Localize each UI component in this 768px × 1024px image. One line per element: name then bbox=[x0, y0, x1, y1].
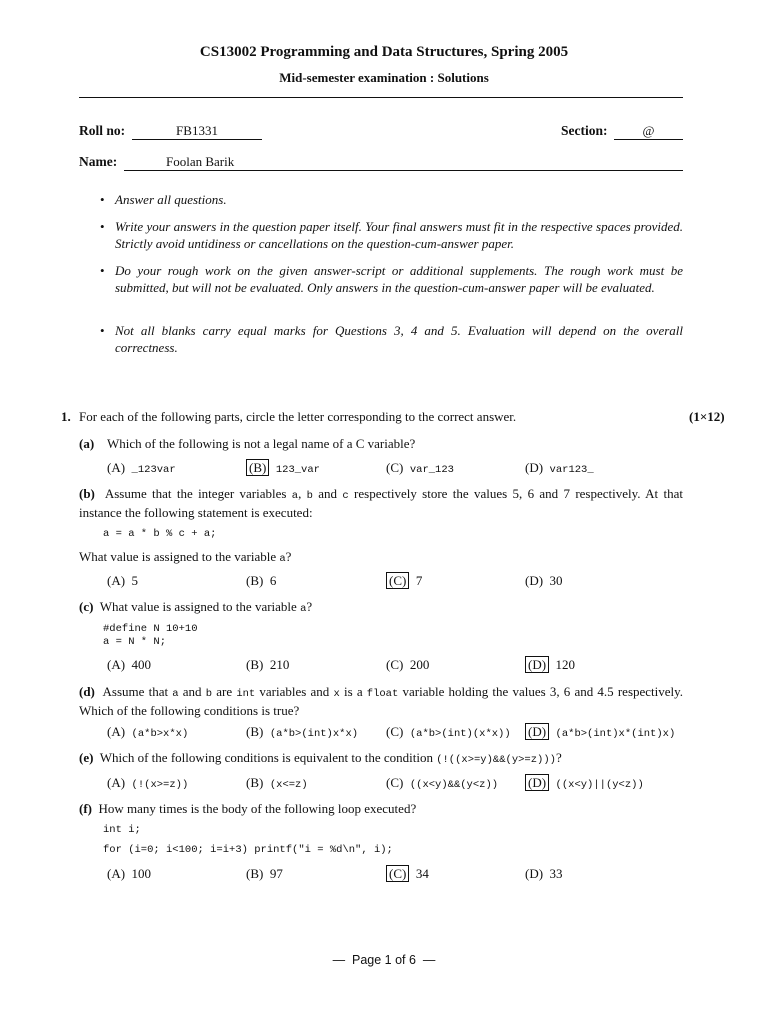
option-b-C[interactable]: (C) 7 bbox=[386, 572, 422, 589]
answer-box: (C) bbox=[386, 865, 409, 882]
part-a-label: (a) bbox=[79, 436, 95, 451]
option-e-A[interactable]: (A) (!(x>=z)) bbox=[107, 775, 189, 791]
option-a-D[interactable]: (D) var123_ bbox=[525, 460, 594, 476]
option-a-B[interactable]: (B) 123_var bbox=[246, 459, 320, 479]
option-e-B[interactable]: (B) (x<=z) bbox=[246, 775, 308, 791]
section-field[interactable]: @ bbox=[614, 123, 683, 140]
exam-subtitle: Mid-semester examination : Solutions bbox=[279, 70, 489, 85]
answer-box: (D) bbox=[525, 774, 549, 791]
code-line: for (i=0; i<100; i=i+3) printf("i = %d\n", i); bbox=[103, 844, 393, 856]
option-d-A[interactable]: (A) (a*b>x*x) bbox=[107, 724, 189, 740]
code-line: a = N * N; bbox=[103, 636, 167, 648]
option-d-C[interactable]: (C) (a*b>(int)(x*x)) bbox=[386, 724, 511, 740]
name-value: Foolan Barik bbox=[166, 154, 235, 169]
name-field[interactable] bbox=[124, 154, 683, 171]
instruction-item: • Answer all questions. bbox=[100, 192, 227, 207]
answer-box: (C) bbox=[386, 572, 409, 589]
roll-label: Roll no: bbox=[79, 123, 126, 138]
question-prompt: For each of the following parts, circle the letter corresponding to the correct answer. bbox=[79, 409, 517, 424]
option-b-A[interactable]: (A) 5 bbox=[107, 573, 139, 588]
bullet-icon: • bbox=[100, 219, 105, 234]
code-line: #define N 10+10 bbox=[103, 623, 198, 635]
exam-title: CS13002 Programming and Data Structures, Spring 2005 bbox=[199, 44, 569, 60]
bullet-icon: • bbox=[100, 263, 105, 278]
instruction-item: • Not all blanks carry equal marks for Questions 3, 4 and 5. Evaluation will depend on the overall correctness. bbox=[100, 323, 683, 355]
header-rule bbox=[79, 97, 683, 98]
section-label: Section: bbox=[561, 123, 608, 138]
option-a-A[interactable]: (A) _123var bbox=[107, 460, 176, 476]
option-a-C[interactable]: (C) var_123 bbox=[386, 460, 454, 476]
option-e-D[interactable]: (D) ((x<y)||(y<z)) bbox=[525, 774, 644, 794]
instruction-item: • Write your answers in the question paper itself. Your final answers must fit in the respective spaces provided. Strictly avoid untidiness or cancellations on the question-cum-answer paper. bbox=[100, 219, 683, 251]
page-footer: — Page 1 of 6 — bbox=[332, 953, 436, 967]
answer-box: (D) bbox=[525, 723, 549, 740]
part-a-text: Which of the following is not a legal name of a C variable? bbox=[107, 436, 416, 451]
option-c-B[interactable]: (B) 210 bbox=[246, 657, 290, 672]
option-f-D[interactable]: (D) 33 bbox=[525, 866, 563, 881]
name-label: Name: bbox=[79, 154, 118, 169]
part-e-text: (e) Which of the following conditions is equivalent to the condition (!((x>=y)&&(y>=z)))? bbox=[79, 750, 562, 766]
answer-box: (B) bbox=[246, 459, 269, 476]
part-c-text: (c) What value is assigned to the variable a? bbox=[79, 599, 313, 615]
option-d-D[interactable]: (D) (a*b>(int)x*(int)x) bbox=[525, 723, 675, 743]
option-f-B[interactable]: (B) 97 bbox=[246, 866, 283, 881]
page-number: Page 1 of 6 bbox=[352, 953, 416, 967]
roll-field[interactable]: FB1331 bbox=[132, 123, 262, 140]
question-number: 1. bbox=[61, 409, 71, 424]
option-b-D[interactable]: (D) 30 bbox=[525, 573, 563, 588]
option-c-D[interactable]: (D) 120 bbox=[525, 656, 575, 673]
bullet-icon: • bbox=[100, 323, 105, 338]
option-e-C[interactable]: (C) ((x<y)&&(y<z)) bbox=[386, 775, 499, 791]
answer-box: (D) bbox=[525, 656, 549, 673]
option-f-A[interactable]: (A) 100 bbox=[107, 866, 152, 881]
code-line: int i; bbox=[103, 824, 141, 836]
option-f-C[interactable]: (C) 34 bbox=[386, 865, 429, 882]
question-marks: (1×12) bbox=[689, 409, 725, 424]
part-b-followup: What value is assigned to the variable a? bbox=[79, 549, 292, 565]
bullet-icon: • bbox=[100, 192, 105, 207]
option-b-B[interactable]: (B) 6 bbox=[246, 573, 277, 588]
code-block-b: a = a * b % c + a; bbox=[103, 528, 217, 540]
part-d-text: (d) Assume that a and b are int variables and x is a float variable holding the values 3, 6 and 4.5 respectively. Which of the following conditions is true? bbox=[79, 684, 684, 718]
option-c-A[interactable]: (A) 400 bbox=[107, 657, 152, 672]
option-d-B[interactable]: (B) (a*b>(int)x*x) bbox=[246, 724, 359, 740]
part-b-text: (b) Assume that the integer variables a, b and c respectively store the values 5, 6 and 7 respectively. At that instance the following statement is executed: bbox=[79, 486, 683, 520]
instruction-item: • Do your rough work on the given answer-script or additional supplements. The rough work must be submitted, but will not be evaluated. Only answers in the question-cum-answer paper will be evaluated. bbox=[100, 263, 683, 295]
option-c-C[interactable]: (C) 200 bbox=[386, 657, 430, 672]
part-f-text: (f) How many times is the body of the following loop executed? bbox=[79, 801, 417, 816]
